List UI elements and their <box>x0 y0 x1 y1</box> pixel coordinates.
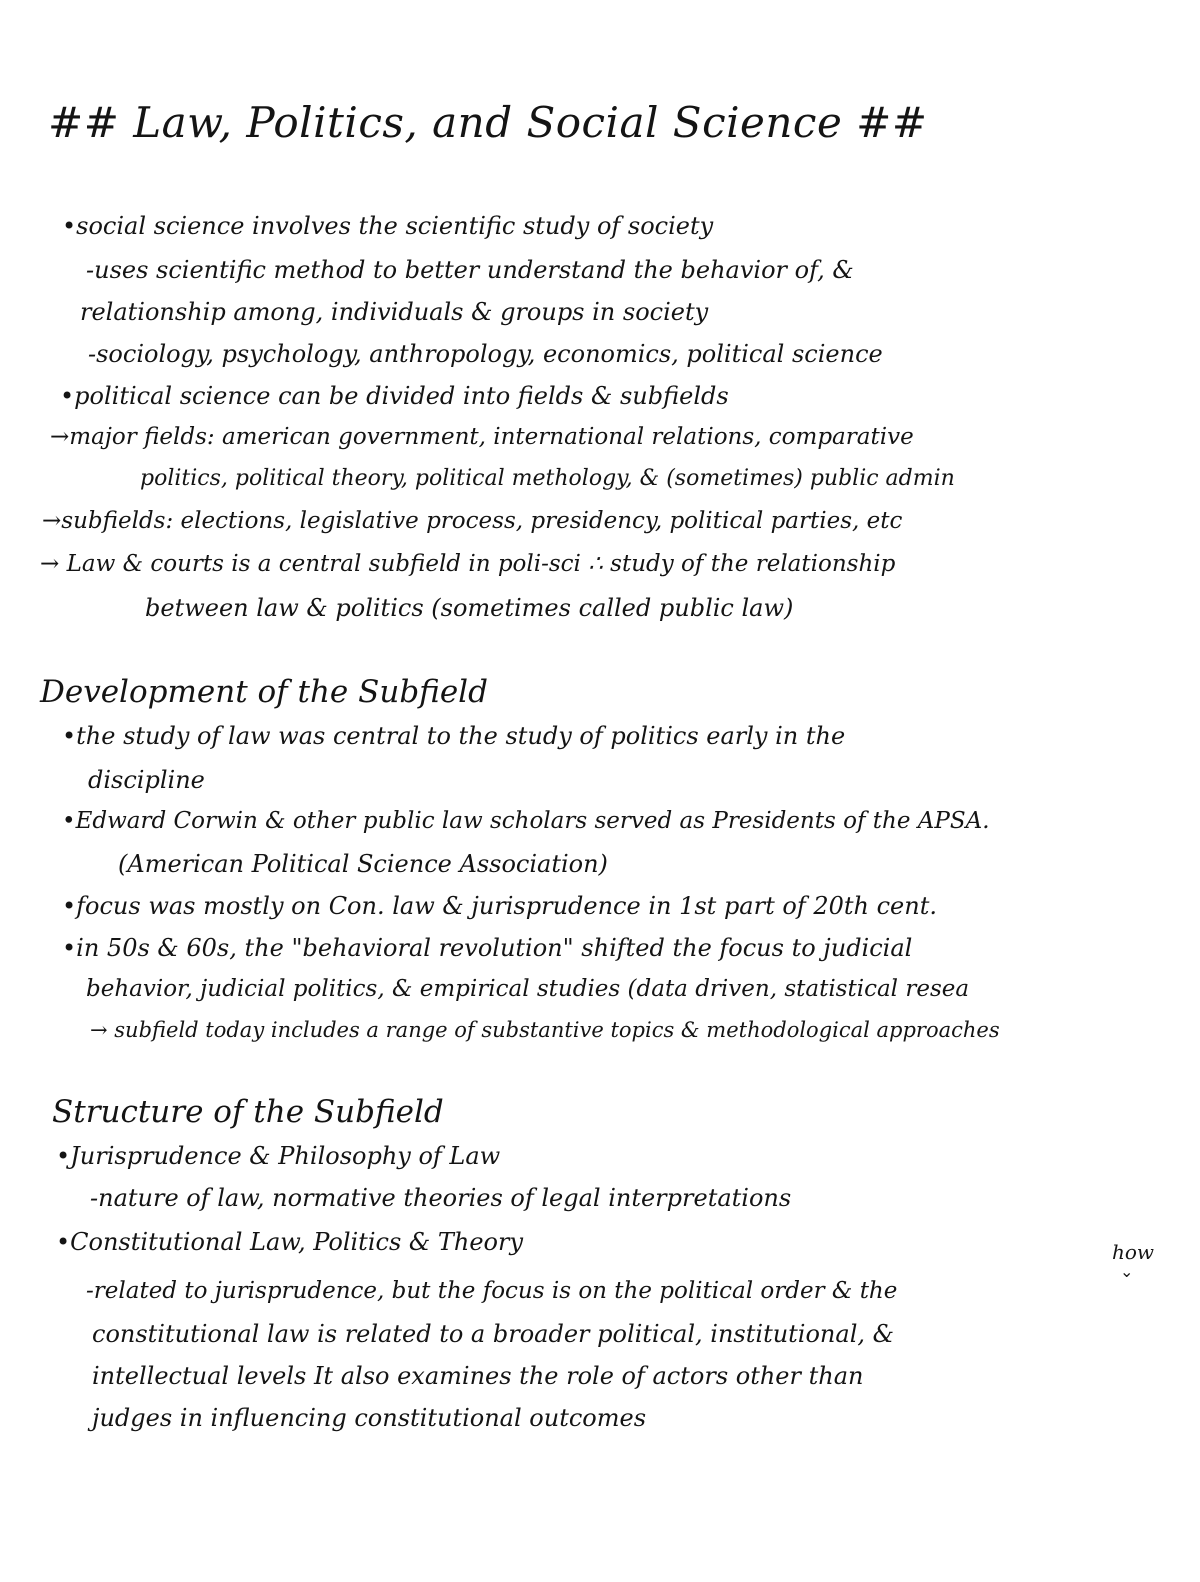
note-line: •the study of law was central to the study of politics early in the <box>62 722 846 750</box>
page-title: ## Law, Politics, and Social Science ## <box>48 98 928 147</box>
insertion-caret-icon: ⌄ <box>1120 1262 1134 1281</box>
note-line: between law & politics (sometimes called public law) <box>145 594 794 622</box>
note-line: •focus was mostly on Con. law & jurisprudence in 1st part of 20th cent. <box>62 892 937 920</box>
note-line: -sociology, psychology, anthropology, economics, political science <box>88 340 883 368</box>
note-line: -related to jurisprudence, but the focus is on the political order & the <box>86 1278 898 1304</box>
note-line: politics, political theory, political methology, & (sometimes) public admin <box>140 466 955 491</box>
note-line: discipline <box>88 766 205 794</box>
note-line: •Jurisprudence & Philosophy of Law <box>56 1142 501 1170</box>
note-line: relationship among, individuals & groups in society <box>80 298 709 326</box>
note-line: → Law & courts is a central subfield in poli-sci ∴ study of the relationship <box>40 551 896 577</box>
note-line: →major fields: american government, international relations, comparative <box>50 424 914 450</box>
note-line: •social science involves the scientific study of society <box>62 212 714 240</box>
note-line: behavior, judicial politics, & empirical studies (data driven, statistical resea <box>86 976 970 1002</box>
section-heading: Development of the Subfield <box>40 674 488 710</box>
note-line: → subfield today includes a range of substantive topics & methodological approaches <box>90 1018 1000 1042</box>
note-line: •in 50s & 60s, the "behavioral revolution" shifted the focus to judicial <box>62 934 913 962</box>
note-line: (American Political Science Association) <box>118 850 608 878</box>
inserted-word: how <box>1112 1240 1155 1264</box>
note-line: •political science can be divided into fields & subfields <box>60 382 729 410</box>
note-line: -nature of law, normative theories of legal interpretations <box>90 1184 792 1212</box>
note-line: →subfields: elections, legislative process, presidency, political parties, etc <box>42 508 903 534</box>
note-line: constitutional law is related to a broader political, institutional, & <box>92 1320 894 1348</box>
note-line: •Constitutional Law, Politics & Theory <box>56 1228 524 1256</box>
note-line: •Edward Corwin & other public law scholars served as Presidents of the APSA. <box>62 808 990 834</box>
section-heading: Structure of the Subfield <box>52 1094 444 1130</box>
note-line: intellectual levels It also examines the role of actors other than <box>92 1362 864 1390</box>
note-line: judges in influencing constitutional outcomes <box>92 1404 647 1432</box>
note-line: -uses scientific method to better understand the behavior of, & <box>86 256 854 284</box>
